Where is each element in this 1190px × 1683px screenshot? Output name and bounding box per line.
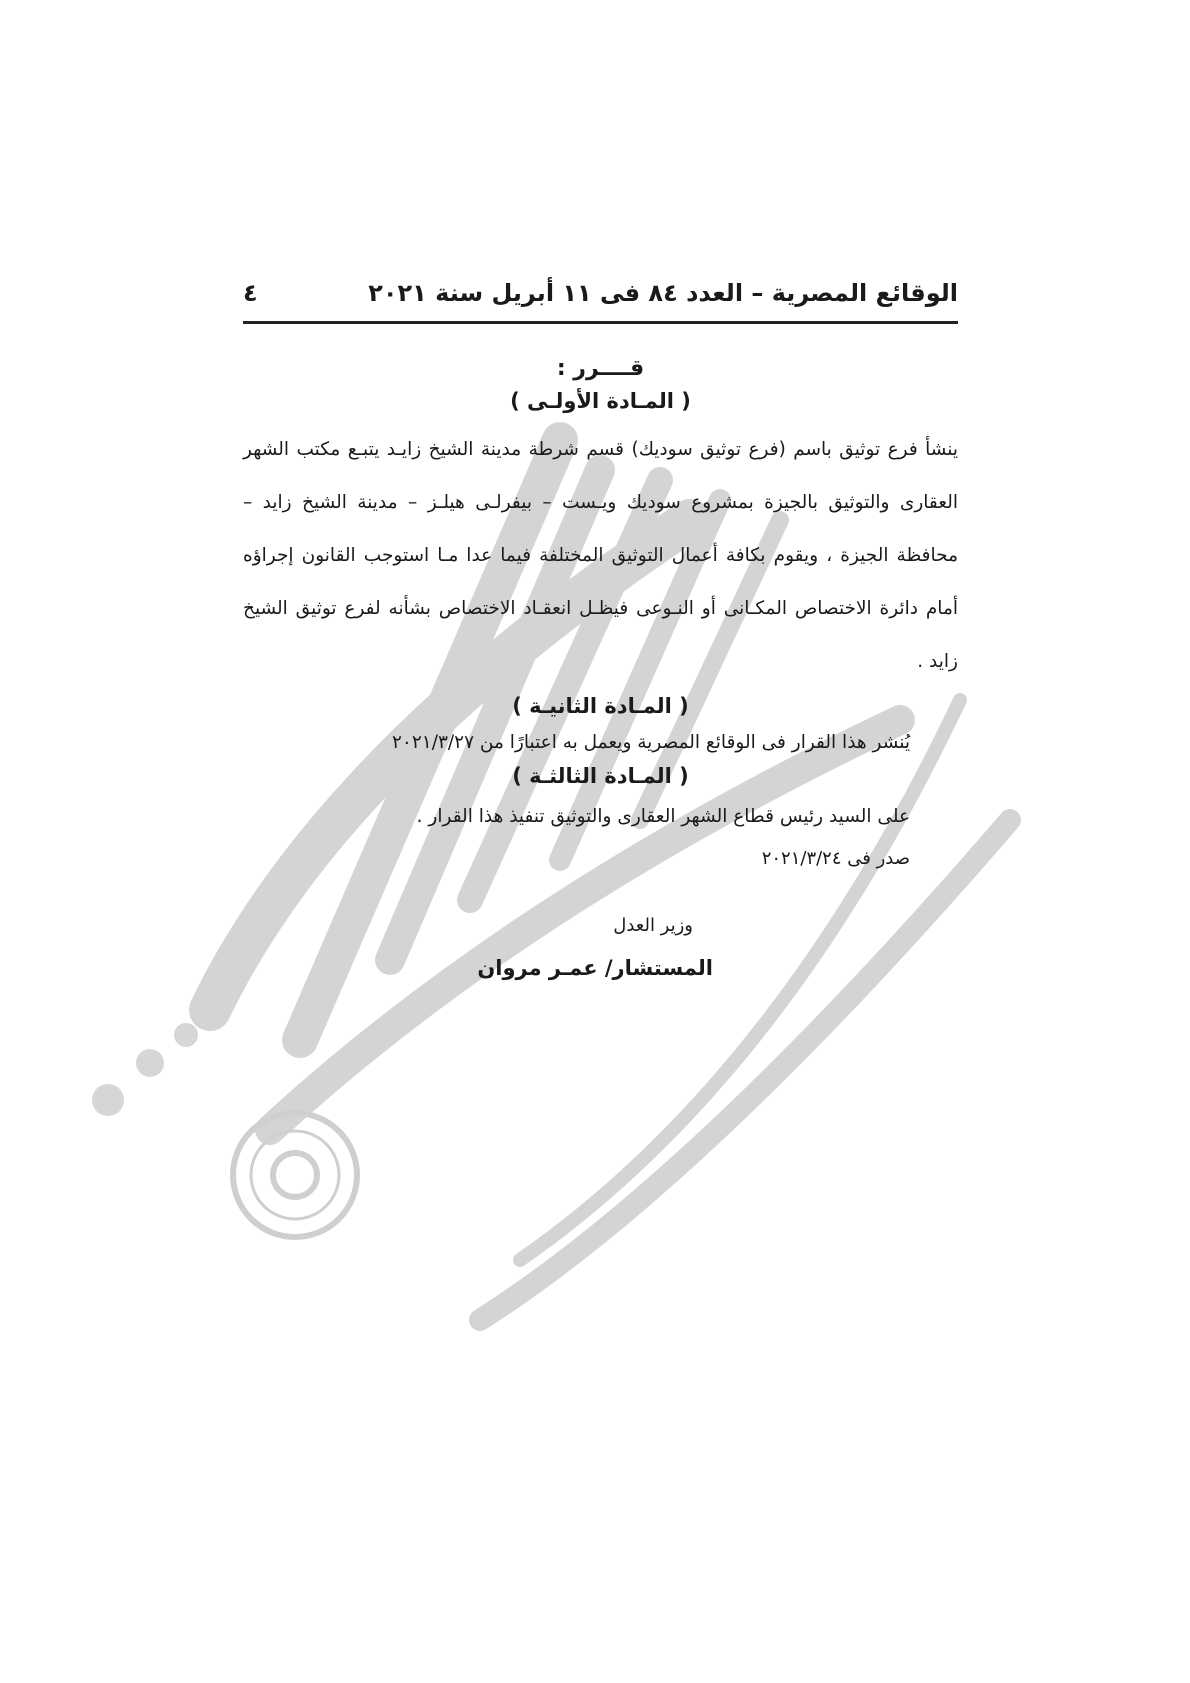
gazette-title: الوقائع المصرية – العدد ٨٤ فى ١١ أبريل سنة ٢٠٢١ <box>368 279 958 307</box>
minister-title: وزير العدل <box>613 915 693 936</box>
article-2-text: يُنشر هذا القرار فى الوقائع المصرية ويعمل به اعتبارًا من ٢٠٢١/٣/٢٧ <box>392 732 910 753</box>
document-body <box>243 356 958 889</box>
issue-date: صدر فى ٢٠٢١/٣/٢٤ <box>761 848 910 869</box>
article-3-text: على السيد رئيس قطاع الشهر العقارى والتوثيق تنفيذ هذا القرار . <box>416 806 910 827</box>
article-1-heading: ( المـادة الأولـى ) <box>510 389 691 413</box>
minister-name: المستشار/ عمـر مروان <box>477 956 713 980</box>
article-3-heading: ( المـادة الثالثـة ) <box>512 764 689 788</box>
decision-label: قــــرر : <box>556 356 645 381</box>
signature-block <box>243 915 713 980</box>
article-1-text: ينشأ فرع توثيق باسم (فرع توثيق سوديك) قسم شرطة مدينة الشيخ زايـد يتبـع مكتب الشهر العقارى والتوثيق بالجيزة بمشروع سوديك ويـست – بيفرلـى هيلـز – مدينة الشيخ زايد – محافظة الجيزة ، ويقوم بكافة أعمال التوثيق المختلفة فيما عدا مـا استوجب القانون إجراؤه أمام دائرة الاختصاص المكـانى أو النـوعى فيظـل انعقـاد الاختصاص بشأنه لفرع توثيق الشيخ زايد . <box>243 439 958 672</box>
page-number: ٤ <box>243 279 258 307</box>
header-rule <box>243 321 958 324</box>
page-header <box>243 270 958 316</box>
article-2-heading: ( المـادة الثانيـة ) <box>512 694 689 718</box>
